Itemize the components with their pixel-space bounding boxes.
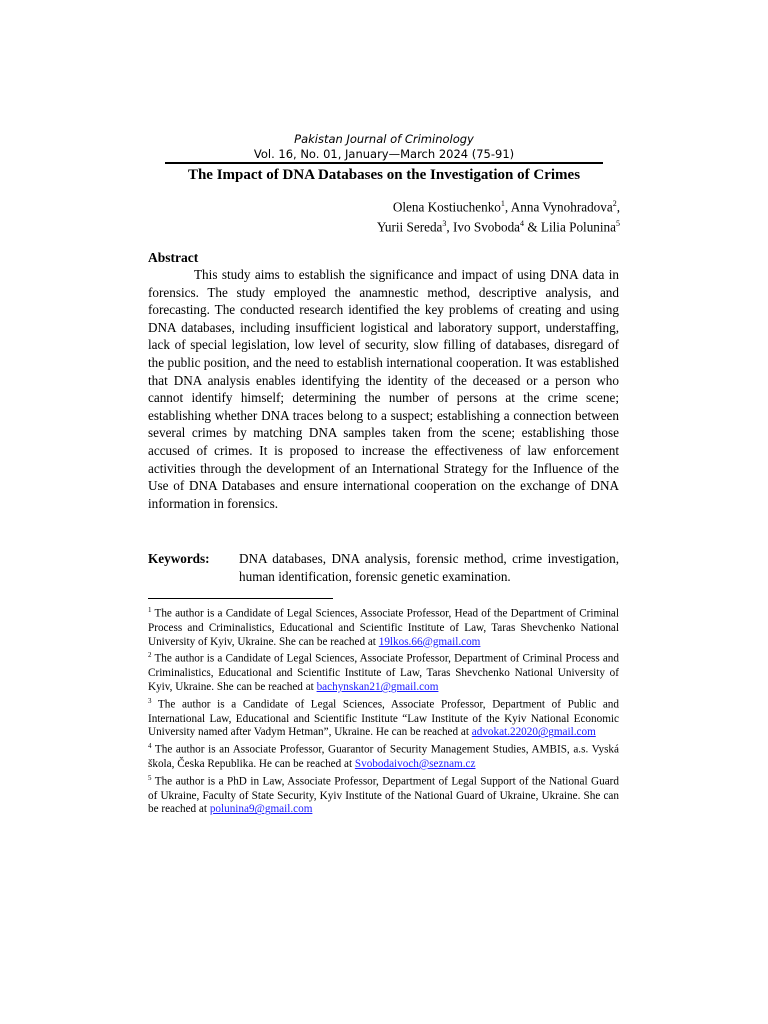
author-footnote-ref[interactable]: 1 bbox=[500, 199, 505, 208]
footnote bbox=[148, 772, 619, 817]
author-name: Yurii Sereda bbox=[376, 219, 443, 235]
author-name: Lilia Polunina bbox=[540, 219, 616, 235]
author-list bbox=[377, 195, 620, 236]
journal-volume: Vol. 16, No. 01, January—March 2024 (75-91) bbox=[253, 147, 515, 161]
footnote-number: 1 bbox=[148, 606, 152, 614]
author-line-2: Yurii Sereda$^3$, Ivo Svoboda$^4$ & Lilia Polunina$^5$ bbox=[376, 219, 620, 235]
footnote-separator bbox=[148, 598, 333, 599]
author-name: Olena Kostiuchenko bbox=[392, 199, 501, 215]
footnotes bbox=[148, 604, 619, 817]
keywords-text: DNA databases, DNA analysis, forensic method, crime investigation, human identification, forensic genetic examination. bbox=[239, 551, 619, 584]
journal-name: Pakistan Journal of Criminology bbox=[294, 132, 474, 146]
author-footnote-ref[interactable]: 4 bbox=[520, 219, 525, 229]
author-footnote-ref[interactable]: 3 bbox=[442, 219, 447, 229]
footnote-number: 2 bbox=[148, 651, 152, 660]
footnote-number: 4 bbox=[148, 742, 152, 751]
footnote-number: 3 bbox=[148, 696, 152, 705]
author-email-link[interactable]: 19lkos.66@gmail.com bbox=[378, 635, 481, 648]
footnote-text: The author is a Candidate of Legal Sciences, Associate Professor, Head of the Department of Criminal Process and Criminalistics, Educational and Scientific Institute of Law, Taras Shevchenko National University of Kyiv, Ukraine. She can be reached at bbox=[148, 607, 619, 648]
footnote-text: The author is a Candidate of Legal Sciences, Associate Professor, Department of Public and International Law, Educational and Scientific Institute “Law Institute of the Kyiv National Economic University named after Vadym Hetman”, Ukraine. He can be reached at bbox=[148, 698, 619, 739]
author-name: Anna Vynohradova bbox=[510, 199, 613, 215]
footnote bbox=[148, 695, 619, 740]
author-email-link[interactable]: bachynskan21@gmail.com bbox=[316, 681, 439, 693]
author-footnote-ref[interactable]: 2 bbox=[612, 199, 617, 208]
author-name: Ivo Svoboda bbox=[453, 219, 521, 235]
footnote bbox=[148, 740, 619, 772]
footnote bbox=[148, 649, 619, 694]
header-rule bbox=[165, 162, 603, 164]
footnote-text: The author is a Candidate of Legal Sciences, Associate Professor, Department of Criminal Process and Criminalistics, Educational and Scientific Institute of Law, Taras Shevchenko National University of Kyiv, Ukraine. She can be reached at bbox=[148, 653, 619, 693]
author-email-link[interactable]: advokat.22020@gmail.com bbox=[471, 726, 596, 739]
author-email-link[interactable]: Svobodaivoch@seznam.cz bbox=[354, 758, 476, 770]
abstract-heading: Abstract bbox=[148, 250, 199, 265]
footnote-number: 5 bbox=[148, 773, 152, 782]
paper-title: The Impact of DNA Databases on the Investigation of Crimes bbox=[187, 167, 581, 183]
footnote bbox=[148, 604, 619, 649]
footnote-text: The author is an Associate Professor, Guarantor of Security Management Studies, AMBIS, a.s. Vyská škola, Česka Republika. He can be reached at bbox=[148, 744, 619, 770]
author-line-1: Olena Kostiuchenko$^1$, Anna Vynohradova$^2$, bbox=[392, 199, 620, 215]
abstract-body: This study aims to establish the significance and impact of using DNA data in forensics. The study employed the anamnestic method, descriptive analysis, and forecasting. The conducted research identified the key problems of creating and using DNA databases, including insufficient logistical and laboratory support, understaffing, lack of special legislation, low level of security, slow filling of databases, disregard of the public position, and the need to establish international cooperation. It was established that DNA analysis enables identifying the identity of the deceased or a person who cannot identify himself; determining the number of persons at the crime scene; establishing whether DNA traces belong to a suspect; establishing a connection between several crimes by matching DNA samples taken from the scene; establishing those accused of crimes. It is proposed to increase the effectiveness of law enforcement activities through the development of an International Strategy for the Influence of the Use of DNA Databases and ensure international cooperation on the exchange of DNA information in forensics. bbox=[148, 267, 619, 511]
keywords-label: Keywords: bbox=[148, 551, 210, 566]
footnote-text: The author is a PhD in Law, Associate Professor, Department of Legal Support of the National Guard of Ukraine, Faculty of State Security, Kyiv Institute of the National Guard of Ukraine, Ukraine. She can be reached at bbox=[148, 775, 619, 816]
author-footnote-ref[interactable]: 5 bbox=[616, 219, 620, 229]
author-email-link[interactable]: polunina9@gmail.com bbox=[209, 803, 313, 816]
